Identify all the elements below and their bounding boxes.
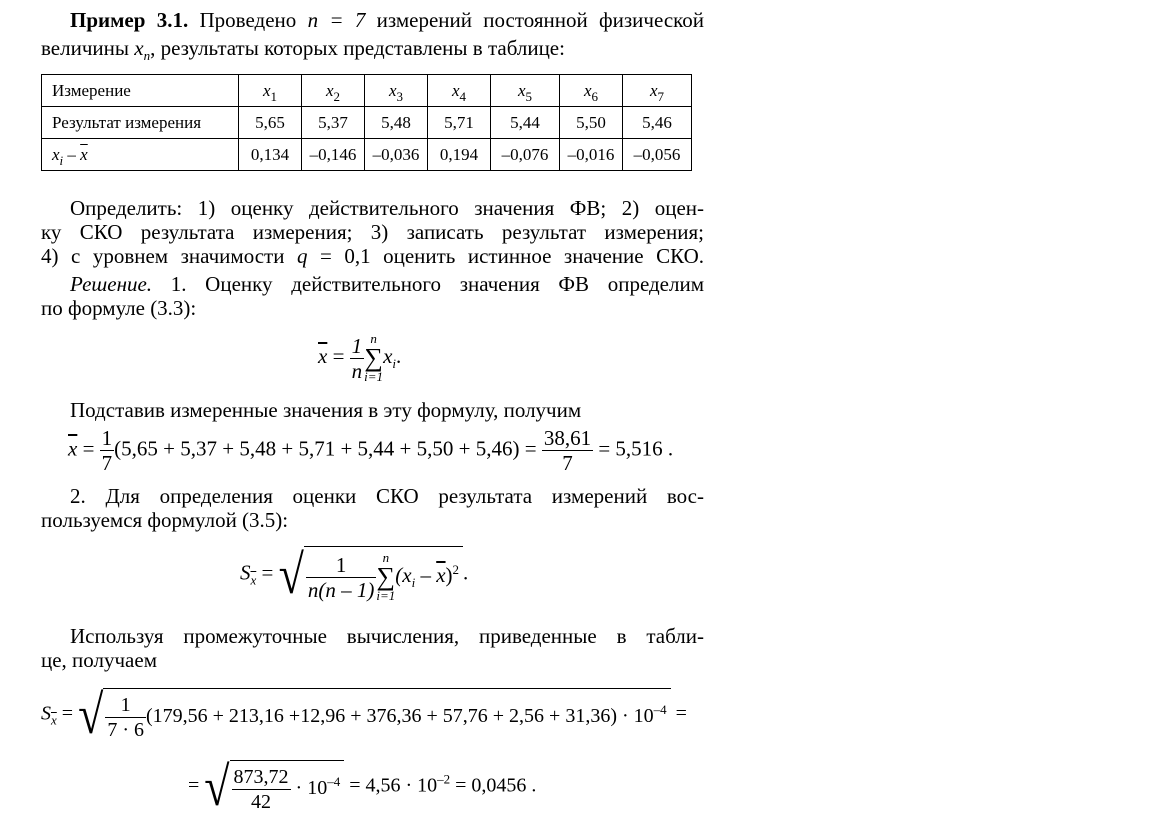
table-cell: –0,146 <box>302 139 365 171</box>
table-cell: –0,056 <box>623 139 692 171</box>
table-cell: 5,50 <box>560 107 623 139</box>
task-line-3: 4) с уровнем значимости q = 0,1 оценить истинное значение СКО. <box>41 244 705 268</box>
formula-sko-result: = √ $\frac{873,72}{42}$ · $10^{-4} = 4,56 \cdot 10^{-2} = 0,0456$ . <box>188 755 537 817</box>
table-cell: –0,016 <box>560 139 623 171</box>
intro-line-2: величины $x_n$, результаты которых представлены в таблице: <box>41 36 565 63</box>
paragraph-3-line-1: Используя промежуточные вычисления, приведенные в табли- <box>70 624 704 648</box>
table-cell: 0,194 <box>428 139 491 171</box>
table-row: Измерение $x_1$ $x_2$ $x_3$ $x_4$ $x_5$ $x_6$ $x_7$ <box>42 75 692 107</box>
formula-sko: $S_{\overline{x}}$ = √ $\frac{1}{n(n - 1)}$ n ∑ i=1 $(x_i - \overline{x})^2$ . <box>240 543 469 605</box>
table-cell: 5,71 <box>428 107 491 139</box>
table-cell: 5,44 <box>491 107 560 139</box>
table-row <box>42 107 692 139</box>
table-row <box>42 139 692 171</box>
row-label-deviation: $x_i - \overline{x}$ <box>42 139 239 171</box>
table-cell: 5,37 <box>302 107 365 139</box>
n-equals: n = 7 <box>307 8 366 32</box>
example-title: Пример 3.1. <box>70 8 189 32</box>
paragraph-2-line-1: 2. Для определения оценки СКО результата измерений вос- <box>70 484 704 508</box>
table-cell: –0,036 <box>365 139 428 171</box>
paragraph-2-line-2: пользуемся формулой (3.5): <box>41 508 289 532</box>
table-cell: –0,076 <box>491 139 560 171</box>
table-cell: 5,46 <box>623 107 692 139</box>
table-cell: 5,48 <box>365 107 428 139</box>
solution-line-2: по формуле (3.3): <box>41 296 197 320</box>
solution-label: Решение. <box>70 272 153 296</box>
solution-line-1: Решение. 1. Оценку действительного значения ФВ определим <box>70 272 704 296</box>
paragraph-3-line-2: це, получаем <box>41 648 157 672</box>
task-line-1: Определить: 1) оценку действительного значения ФВ; 2) оцен- <box>70 196 704 220</box>
formula-mean-calc: $\overline{x}$ = $\frac{1}{7}$ (5,65 + 5,37 + 5,48 + 5,71 + 5,44 + 5,50 + 5,46) = $\frac{38,61}{7}$ = 5,516 . <box>68 426 674 475</box>
row-label-measurement: Измерение <box>42 75 239 107</box>
row-label-result: Результат измерения <box>42 107 239 139</box>
table-cell: 0,134 <box>239 139 302 171</box>
measurement-table <box>41 74 692 171</box>
formula-sko-calc: $S_{\overline{x}}$ = √ $\frac{1}{7 \cdot 6}$ $(179,56 + 213,16 +12,96 + 376,36 + 57,76 + 2,56 + 31,36) \cdot 10^{-4}$ = <box>41 683 687 745</box>
task-line-2: ку СКО результата измерения; 3) записать результат измерения; <box>41 220 704 244</box>
formula-mean: $\overline{x}$ = $\frac{1}{n}$ n ∑ i=1 $x_i$. <box>318 331 402 384</box>
solution-line-3: Подставив измеренные значения в эту формулу, получим <box>70 398 582 422</box>
intro-line-1: Пример 3.1. Проведено n = 7 измерений постоянной физической <box>70 8 705 32</box>
table-cell: 5,65 <box>239 107 302 139</box>
